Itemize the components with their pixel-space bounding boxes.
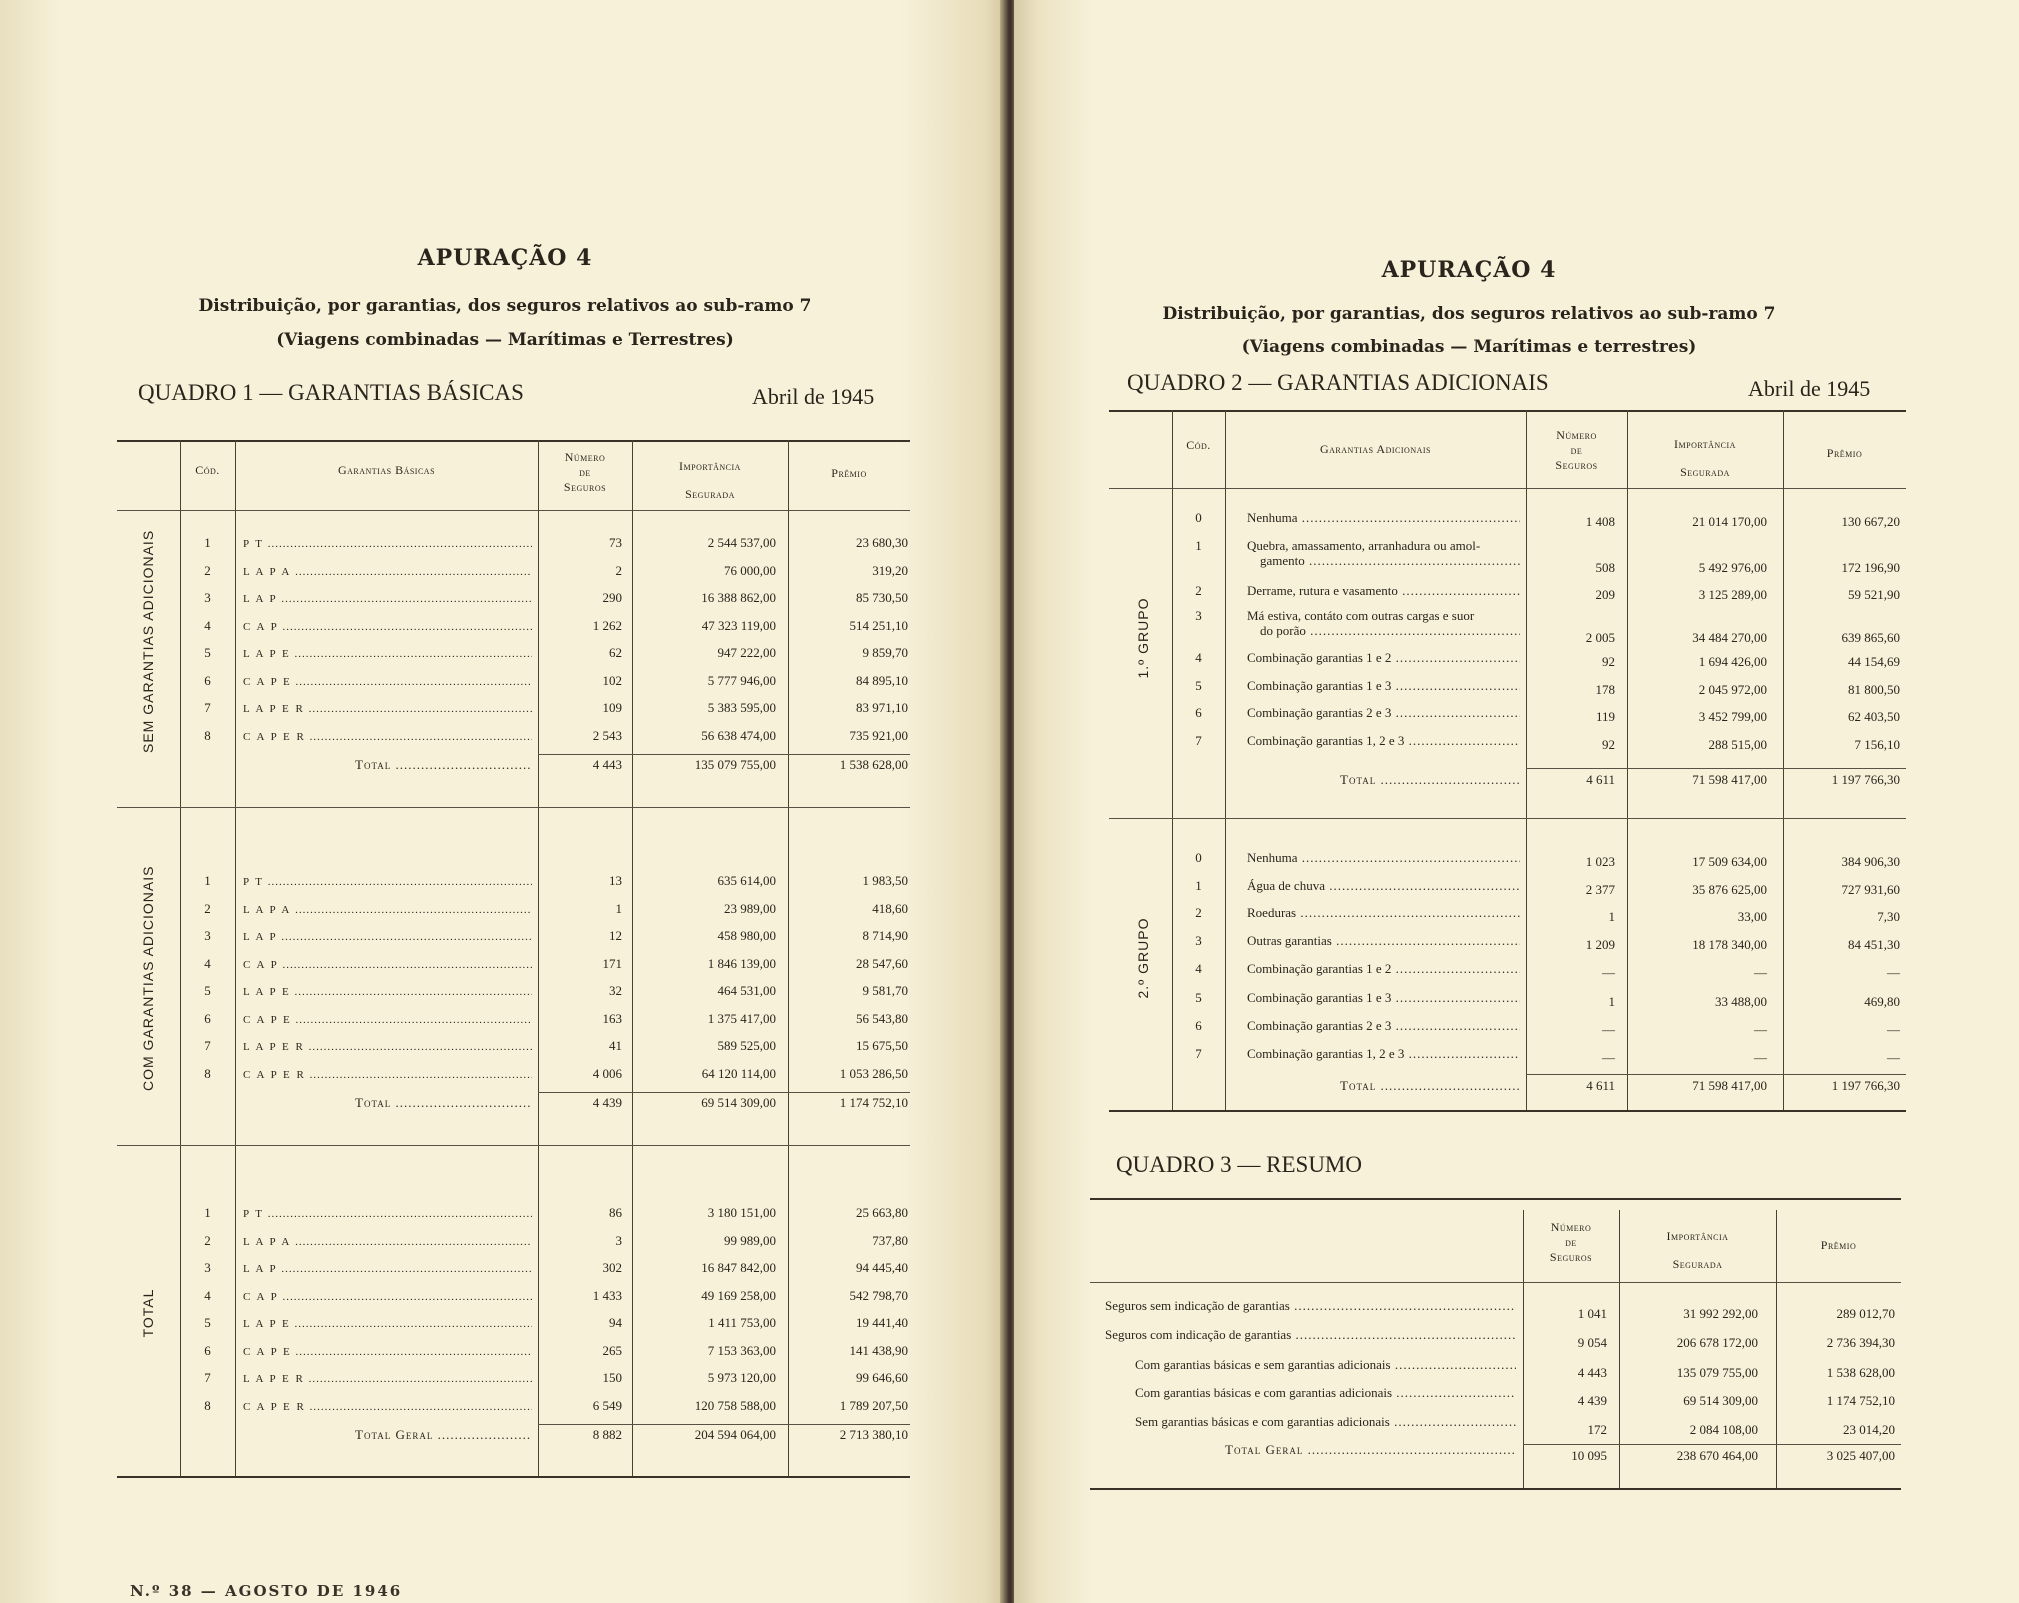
total-rule <box>538 1424 910 1425</box>
row-cod: 6 <box>204 1342 211 1358</box>
group-divider <box>1109 818 1906 819</box>
row-label: Combinação garantias 1 e 3 ..... <box>1247 990 1520 1006</box>
row-label: L A P E R ..... <box>243 701 532 717</box>
row-importancia: 23 989,00 <box>724 900 776 916</box>
row-importancia: 2 544 537,00 <box>707 535 776 550</box>
row-premio: 7 156,10 <box>1854 737 1900 752</box>
row-cod: 4 <box>1195 961 1202 976</box>
row-premio: 59 521,90 <box>1848 587 1900 602</box>
row-numero: — <box>1602 1050 1615 1065</box>
total-premio: 1 538 628,00 <box>839 757 908 772</box>
header-numero: Número de Seguros <box>1549 1220 1593 1264</box>
row-premio: 44 154,69 <box>1848 654 1900 669</box>
resumo-row-label: Seguros com indicação de garantias ..... <box>1105 1327 1516 1343</box>
row-label: Má estiva, contáto com outras cargas e suor <box>1247 608 1475 623</box>
resumo-row-label: Com garantias básicas e sem garantias adicionais ..... <box>1135 1357 1516 1373</box>
row-label: L A P E ..... <box>243 646 532 662</box>
row-numero: 2 005 <box>1585 630 1615 645</box>
row-importancia: 2 045 972,00 <box>1698 682 1767 697</box>
row-premio: 7,30 <box>1877 909 1900 924</box>
row-premio: 84 895,10 <box>856 672 908 688</box>
total-importancia: 135 079 755,00 <box>694 757 776 772</box>
row-importancia: 7 153 363,00 <box>707 1342 776 1358</box>
row-cod: 7 <box>204 700 211 715</box>
row-importancia: 5 973 120,00 <box>707 1370 776 1385</box>
row-importancia: 17 509 634,00 <box>1692 854 1767 869</box>
row-numero: 4 006 <box>592 1065 622 1081</box>
resumo-total-label: Total Geral ..... <box>1225 1442 1516 1458</box>
left-subtitle-2: (Viagens combinadas — Marítimas e Terrestres) <box>276 330 734 350</box>
row-importancia: 47 323 119,00 <box>701 617 776 633</box>
right-date: Abril de 1945 <box>1748 376 1871 401</box>
row-label: Nenhuma ..... <box>1247 510 1520 526</box>
row-premio: 639 865,60 <box>1841 630 1900 645</box>
section-divider <box>117 807 910 808</box>
left-subtitle-1: Distribuição, por garantias, dos seguros relativos ao sub-ramo 7 <box>198 296 812 316</box>
row-numero: 13 <box>609 873 622 888</box>
resumo-row-importancia: 135 079 755,00 <box>1676 1365 1758 1380</box>
row-premio: 735 921,00 <box>849 727 908 743</box>
row-premio: 81 800,50 <box>1848 682 1900 697</box>
group-side-label: 2.º GRUPO <box>1135 917 1151 999</box>
row-importancia: 1 411 753,00 <box>708 1315 776 1330</box>
row-cod: 7 <box>1195 733 1202 748</box>
resumo-row-importancia: 206 678 172,00 <box>1676 1335 1758 1350</box>
row-numero: 1 <box>1608 909 1615 924</box>
row-importancia: 1 375 417,00 <box>707 1010 776 1026</box>
row-numero: 32 <box>609 983 622 998</box>
row-numero: 2 <box>615 562 622 578</box>
row-importancia: 64 120 114,00 <box>701 1065 776 1081</box>
row-cod: 2 <box>204 900 211 916</box>
row-importancia: 464 531,00 <box>717 983 776 998</box>
total-rule <box>538 1092 910 1093</box>
row-numero: 3 <box>615 1232 622 1248</box>
row-premio: 62 403,50 <box>1848 709 1900 724</box>
total-premio: 2 713 380,10 <box>839 1427 908 1442</box>
table-bottom-rule <box>1090 1488 1901 1490</box>
row-premio: 56 543,80 <box>856 1010 908 1026</box>
row-label: Combinação garantias 1, 2 e 3 ..... <box>1247 1046 1520 1062</box>
row-importancia: 35 876 625,00 <box>1692 882 1767 897</box>
row-numero: — <box>1602 965 1615 980</box>
row-premio: 1 789 207,50 <box>839 1397 908 1413</box>
row-importancia: 1 846 139,00 <box>707 955 776 971</box>
row-label-continued: gamento ..... <box>1260 553 1520 569</box>
quadro-3-title: QUADRO 3 — RESUMO <box>1116 1152 1362 1177</box>
resumo-row-numero: 4 443 <box>1577 1365 1607 1380</box>
row-cod: 2 <box>1195 905 1202 920</box>
resumo-row-importancia: 2 084 108,00 <box>1689 1422 1758 1437</box>
row-label: C A P E R ..... <box>243 729 532 745</box>
row-label: P T ..... <box>243 536 532 552</box>
row-numero: 2 543 <box>592 727 622 743</box>
row-premio: 130 667,20 <box>1841 514 1900 529</box>
total-label: Total ..... <box>1340 772 1520 788</box>
row-numero: 171 <box>602 955 622 971</box>
row-label: P T ..... <box>243 874 532 890</box>
right-subtitle-2: (Viagens combinadas — Marítimas e terrestres) <box>1241 337 1697 357</box>
row-numero: 62 <box>609 645 622 660</box>
row-premio: 542 798,70 <box>849 1287 908 1303</box>
resumo-row-numero: 4 439 <box>1577 1393 1607 1408</box>
row-numero: 6 549 <box>592 1397 622 1413</box>
resumo-row-label: Seguros sem indicação de garantias ..... <box>1105 1298 1516 1314</box>
total-importancia: 71 598 417,00 <box>1692 772 1767 787</box>
row-cod: 7 <box>204 1370 211 1385</box>
row-premio: 737,80 <box>872 1232 908 1248</box>
section-side-label: TOTAL <box>140 1288 156 1338</box>
row-label: Outras garantias ..... <box>1247 933 1520 949</box>
row-label: Água de chuva ..... <box>1247 878 1520 894</box>
row-premio: 25 663,80 <box>856 1205 908 1220</box>
row-label: L A P E ..... <box>243 1316 532 1332</box>
row-cod: 8 <box>204 727 211 743</box>
row-cod: 3 <box>1195 933 1202 948</box>
resumo-row-numero: 9 054 <box>1577 1335 1607 1350</box>
row-cod: 5 <box>204 983 211 998</box>
resumo-total-numero: 10 095 <box>1571 1448 1607 1463</box>
header-garantias: Garantias Básicas <box>337 463 436 477</box>
header-bottom-rule <box>1109 488 1906 489</box>
row-numero: 1 <box>615 900 622 916</box>
row-label: Nenhuma ..... <box>1247 850 1520 866</box>
row-importancia: 16 388 862,00 <box>701 590 776 605</box>
row-premio: 1 983,50 <box>862 873 908 888</box>
row-importancia: 16 847 842,00 <box>701 1260 776 1275</box>
row-cod: 2 <box>1195 583 1202 598</box>
row-cod: 7 <box>204 1038 211 1053</box>
row-cod: 6 <box>204 1010 211 1026</box>
row-cod: 5 <box>1195 990 1202 1005</box>
total-numero: 4 443 <box>592 757 622 772</box>
header-numero: Número de Seguros <box>563 450 607 494</box>
row-premio: 514 251,10 <box>849 617 908 633</box>
row-cod: 1 <box>1195 538 1202 553</box>
row-numero: 265 <box>602 1342 622 1358</box>
right-page <box>1014 0 2019 1603</box>
resumo-row-importancia: 69 514 309,00 <box>1683 1393 1758 1408</box>
row-premio: — <box>1887 1022 1900 1037</box>
row-premio: 83 971,10 <box>856 700 908 715</box>
row-label: Roeduras ..... <box>1247 905 1520 921</box>
total-premio: 1 197 766,30 <box>1831 772 1900 787</box>
row-cod: 4 <box>204 955 211 971</box>
row-label: P T ..... <box>243 1206 532 1222</box>
column-divider <box>235 440 236 1476</box>
row-importancia: 33 488,00 <box>1715 994 1767 1009</box>
row-importancia: — <box>1754 965 1767 980</box>
row-premio: 727 931,60 <box>1841 882 1900 897</box>
row-importancia: 34 484 270,00 <box>1692 630 1767 645</box>
row-numero: 41 <box>609 1038 622 1053</box>
total-importancia: 204 594 064,00 <box>694 1427 776 1442</box>
row-label: Derrame, rutura e vasamento ..... <box>1247 583 1520 599</box>
row-label: C A P ..... <box>243 957 532 973</box>
row-importancia: 5 777 946,00 <box>707 672 776 688</box>
header-premio: Prêmio <box>831 466 867 480</box>
row-premio: 469,80 <box>1864 994 1900 1009</box>
row-cod: 2 <box>204 562 211 578</box>
resumo-row-importancia: 31 992 292,00 <box>1683 1306 1758 1321</box>
total-label: Total ..... <box>355 1095 532 1111</box>
row-cod: 8 <box>204 1397 211 1413</box>
row-label: C A P E ..... <box>243 1012 532 1028</box>
row-premio: 1 053 286,50 <box>839 1065 908 1081</box>
resumo-row-premio: 1 174 752,10 <box>1826 1393 1895 1408</box>
row-numero: 1 262 <box>592 617 622 633</box>
row-numero: 92 <box>1602 654 1615 669</box>
row-premio: 94 445,40 <box>856 1260 908 1275</box>
row-premio: 84 451,30 <box>1848 937 1900 952</box>
row-numero: 302 <box>602 1260 622 1275</box>
row-premio: 28 547,60 <box>856 955 908 971</box>
row-cod: 2 <box>204 1232 211 1248</box>
row-label: L A P A ..... <box>243 564 532 580</box>
row-importancia: 947 222,00 <box>717 645 776 660</box>
row-importancia: 99 989,00 <box>724 1232 776 1248</box>
row-premio: 9 859,70 <box>862 645 908 660</box>
row-numero: 508 <box>1595 560 1615 575</box>
row-importancia: 49 169 258,00 <box>701 1287 776 1303</box>
row-importancia: 33,00 <box>1737 909 1767 924</box>
total-numero: 4 611 <box>1586 1078 1615 1093</box>
row-label: C A P E ..... <box>243 1344 532 1360</box>
row-premio: — <box>1887 1050 1900 1065</box>
section-side-label: COM GARANTIAS ADICIONAIS <box>140 865 156 1091</box>
row-importancia: 3 125 289,00 <box>1698 587 1767 602</box>
row-importancia: 3 180 151,00 <box>707 1205 776 1220</box>
row-cod: 5 <box>204 645 211 660</box>
row-numero: 290 <box>602 590 622 605</box>
row-cod: 0 <box>1195 850 1202 865</box>
section-divider <box>117 1145 910 1146</box>
header-bottom-rule <box>1090 1282 1901 1283</box>
row-numero: 73 <box>609 535 622 550</box>
table-bottom-rule <box>1109 1110 1906 1112</box>
total-numero: 8 882 <box>592 1427 622 1442</box>
row-numero: 12 <box>609 928 622 943</box>
row-importancia: — <box>1754 1022 1767 1037</box>
header-cod: Cód. <box>195 463 220 477</box>
total-importancia: 71 598 417,00 <box>1692 1078 1767 1093</box>
row-label: C A P ..... <box>243 619 532 635</box>
row-label: C A P ..... <box>243 1289 532 1305</box>
left-page <box>0 0 1008 1603</box>
left-footer: N.º 38 — AGOSTO DE 1946 <box>130 1582 403 1600</box>
row-cod: 6 <box>1195 1018 1202 1033</box>
row-premio: 15 675,50 <box>856 1038 908 1053</box>
row-premio: 172 196,90 <box>1841 560 1900 575</box>
row-numero: 1 433 <box>592 1287 622 1303</box>
row-label: C A P E ..... <box>243 674 532 690</box>
row-premio: 19 441,40 <box>856 1315 908 1330</box>
row-label: Combinação garantias 1 e 3 ..... <box>1247 678 1520 694</box>
row-premio: 384 906,30 <box>1841 854 1900 869</box>
header-premio: Prêmio <box>1820 1238 1857 1252</box>
row-importancia: 288 515,00 <box>1708 737 1767 752</box>
row-premio: 8 714,90 <box>862 928 908 943</box>
row-cod: 1 <box>204 535 211 550</box>
row-premio: 141 438,90 <box>849 1342 908 1358</box>
row-importancia: 1 694 426,00 <box>1698 654 1767 669</box>
row-cod: 3 <box>1195 608 1202 623</box>
row-label: C A P E R ..... <box>243 1399 532 1415</box>
row-importancia: 120 758 588,00 <box>694 1397 776 1413</box>
resumo-total-importancia: 238 670 464,00 <box>1676 1448 1758 1463</box>
row-numero: 1 209 <box>1585 937 1615 952</box>
row-importancia: 21 014 170,00 <box>1692 514 1767 529</box>
row-numero: 109 <box>602 700 622 715</box>
row-cod: 6 <box>1195 705 1202 720</box>
row-importancia: 635 614,00 <box>717 873 776 888</box>
right-subtitle-1: Distribuição, por garantias, dos seguros relativos ao sub-ramo 7 <box>1162 304 1776 324</box>
total-numero: 4 439 <box>592 1095 622 1110</box>
row-premio: 319,20 <box>872 562 908 578</box>
total-premio: 1 174 752,10 <box>839 1095 908 1110</box>
total-importancia: 69 514 309,00 <box>701 1095 776 1110</box>
total-label: Total ..... <box>1340 1078 1520 1094</box>
row-cod: 5 <box>1195 678 1202 693</box>
row-numero: 150 <box>602 1370 622 1385</box>
row-cod: 1 <box>204 1205 211 1220</box>
row-numero: — <box>1602 1022 1615 1037</box>
total-label: Total ..... <box>355 757 532 773</box>
table-top-rule <box>1109 410 1906 412</box>
row-numero: 1 023 <box>1585 854 1615 869</box>
resumo-row-label: Sem garantias básicas e com garantias adicionais ..... <box>1135 1414 1516 1430</box>
column-divider <box>1225 410 1226 1110</box>
group-side-label: 1.º GRUPO <box>1135 597 1151 679</box>
row-premio: 9 581,70 <box>862 983 908 998</box>
row-importancia: 3 452 799,00 <box>1698 709 1767 724</box>
resumo-row-numero: 172 <box>1587 1422 1607 1437</box>
row-numero: 94 <box>609 1315 622 1330</box>
total-numero: 4 611 <box>1586 772 1615 787</box>
row-label: L A P E R ..... <box>243 1371 532 1387</box>
row-label: Combinação garantias 1 e 2 ..... <box>1247 650 1520 666</box>
row-label: L A P ..... <box>243 591 532 607</box>
row-numero: 86 <box>609 1205 622 1220</box>
table-top-rule <box>1090 1198 1901 1200</box>
total-premio: 1 197 766,30 <box>1831 1078 1900 1093</box>
row-importancia: 76 000,00 <box>724 562 776 578</box>
row-cod: 3 <box>204 928 211 943</box>
row-numero: 163 <box>602 1010 622 1026</box>
row-label: C A P E R ..... <box>243 1067 532 1083</box>
row-cod: 7 <box>1195 1046 1202 1061</box>
row-label: L A P ..... <box>243 929 532 945</box>
total-rule <box>1526 768 1906 769</box>
resumo-row-label: Com garantias básicas e com garantias adicionais ..... <box>1135 1385 1516 1401</box>
row-numero: 209 <box>1595 587 1615 602</box>
row-importancia: 5 383 595,00 <box>707 700 776 715</box>
row-label: Combinação garantias 1, 2 e 3 ..... <box>1247 733 1520 749</box>
left-quadro-title: QUADRO 1 — GARANTIAS BÁSICAS <box>138 380 524 405</box>
row-premio: 99 646,60 <box>856 1370 908 1385</box>
row-label: Combinação garantias 1 e 2 ..... <box>1247 961 1520 977</box>
row-label: L A P E ..... <box>243 984 532 1000</box>
row-cod: 1 <box>1195 878 1202 893</box>
total-rule <box>1523 1444 1901 1445</box>
row-cod: 3 <box>204 590 211 605</box>
row-cod: 8 <box>204 1065 211 1081</box>
header-importancia: Importância Segurada <box>1674 437 1736 479</box>
left-title: APURAÇÃO 4 <box>417 245 593 271</box>
quadro-2-title: QUADRO 2 — GARANTIAS ADICIONAIS <box>1127 370 1549 395</box>
row-label: Quebra, amassamento, arranhadura ou amol- <box>1247 538 1481 553</box>
row-numero: 2 377 <box>1585 882 1615 897</box>
header-garantias: Garantias Adicionais <box>1319 442 1431 456</box>
row-label: L A P E R ..... <box>243 1039 532 1055</box>
row-cod: 1 <box>204 873 211 888</box>
row-premio: 418,60 <box>872 900 908 916</box>
row-importancia: 18 178 340,00 <box>1692 937 1767 952</box>
section-side-label: SEM GARANTIAS ADICIONAIS <box>140 529 156 753</box>
row-cod: 4 <box>204 1287 211 1303</box>
header-premio: Prêmio <box>1826 446 1863 460</box>
row-cod: 4 <box>1195 650 1202 665</box>
row-premio: 23 680,30 <box>856 535 908 550</box>
left-date: Abril de 1945 <box>752 384 875 409</box>
row-cod: 4 <box>204 617 211 633</box>
row-label: L A P A ..... <box>243 1234 532 1250</box>
row-numero: 1 <box>1608 994 1615 1009</box>
row-premio: — <box>1887 965 1900 980</box>
row-label: Combinação garantias 2 e 3 ..... <box>1247 1018 1520 1034</box>
resumo-row-premio: 289 012,70 <box>1836 1306 1895 1321</box>
row-cod: 5 <box>204 1315 211 1330</box>
row-importancia: 458 980,00 <box>717 928 776 943</box>
row-cod: 3 <box>204 1260 211 1275</box>
row-numero: 119 <box>1595 709 1615 724</box>
row-cod: 0 <box>1195 510 1202 525</box>
header-importancia: Importância Segurada <box>1666 1229 1729 1271</box>
row-numero: 1 408 <box>1585 514 1615 529</box>
header-importancia: Importância Segurada <box>679 459 741 501</box>
resumo-row-premio: 23 014,20 <box>1843 1422 1895 1437</box>
header-numero: Número de Seguros <box>1555 428 1598 472</box>
resumo-row-premio: 2 736 394,30 <box>1826 1335 1895 1350</box>
row-importancia: — <box>1754 1050 1767 1065</box>
resumo-row-premio: 1 538 628,00 <box>1826 1365 1895 1380</box>
row-label: Combinação garantias 2 e 3 ..... <box>1247 705 1520 721</box>
row-label-continued: do porão ..... <box>1260 623 1520 639</box>
header-cod: Cód. <box>1186 438 1211 452</box>
row-numero: 102 <box>602 672 622 688</box>
total-rule <box>538 754 910 755</box>
row-importancia: 56 638 474,00 <box>701 727 776 743</box>
row-numero: 178 <box>1595 682 1615 697</box>
table-bottom-rule <box>117 1476 910 1478</box>
resumo-row-numero: 1 041 <box>1577 1306 1607 1321</box>
resumo-total-premio: 3 025 407,00 <box>1826 1448 1895 1463</box>
row-numero: 92 <box>1602 737 1615 752</box>
row-premio: 85 730,50 <box>856 590 908 605</box>
total-label: Total Geral ..... <box>355 1427 532 1443</box>
total-rule <box>1526 1074 1906 1075</box>
row-cod: 6 <box>204 672 211 688</box>
row-importancia: 5 492 976,00 <box>1698 560 1767 575</box>
row-label: L A P A ..... <box>243 902 532 918</box>
row-label: L A P ..... <box>243 1261 532 1277</box>
right-title: APURAÇÃO 4 <box>1381 257 1557 283</box>
row-importancia: 589 525,00 <box>717 1038 776 1053</box>
